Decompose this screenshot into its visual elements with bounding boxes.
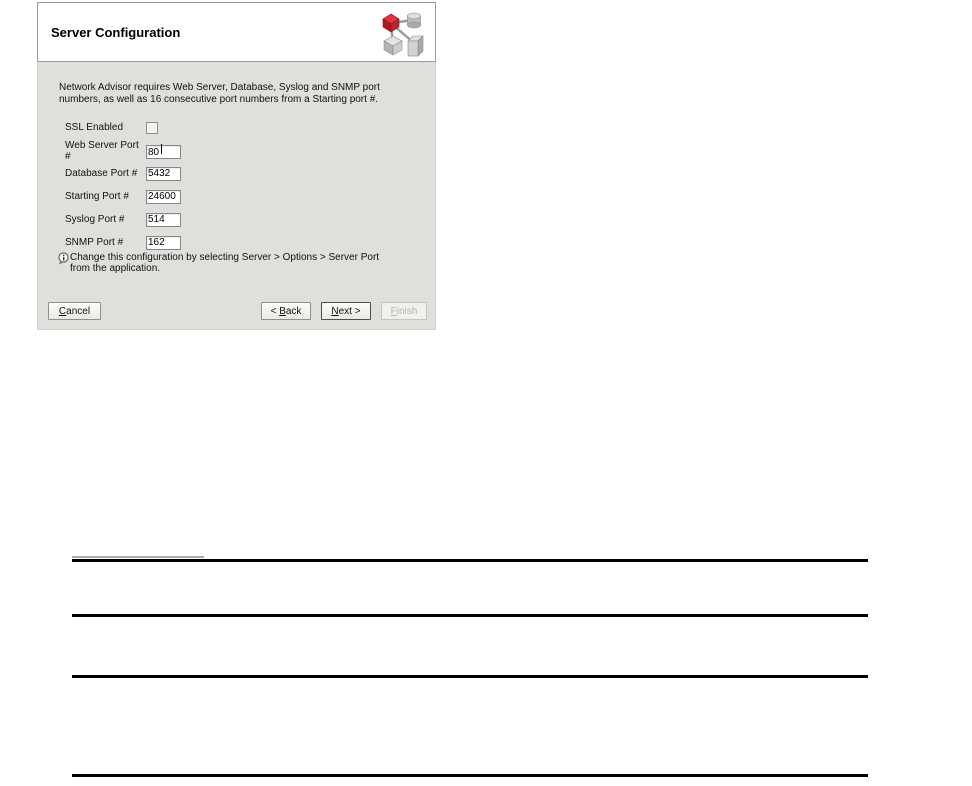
rule-line	[72, 559, 868, 562]
web-server-port-label: Web Server Port #	[65, 139, 139, 162]
page-title: Server Configuration	[51, 25, 181, 40]
server-configuration-dialog	[37, 2, 436, 330]
rule-line	[72, 675, 868, 678]
database-port-row	[65, 162, 181, 185]
info-note	[58, 252, 410, 274]
starting-port-row	[65, 185, 181, 208]
rule-line	[72, 614, 868, 617]
web-server-port-input[interactable]	[146, 145, 181, 159]
snmp-port-row	[65, 231, 181, 254]
snmp-port-input[interactable]	[146, 236, 181, 250]
intro-text: Network Advisor requires Web Server, Database, Syslog and SNMP port numbers, as well as 16 consecutive port numbers from a Starting port #.	[59, 82, 380, 105]
back-button[interactable]: < Back	[261, 302, 311, 320]
network-topology-icon	[380, 10, 426, 58]
ssl-row	[65, 116, 181, 139]
starting-port-label: Starting Port #	[65, 191, 129, 202]
ssl-enabled-label: SSL Enabled	[65, 122, 124, 133]
cancel-button[interactable]: Cancel	[48, 302, 101, 320]
dialog-body	[37, 62, 436, 330]
snmp-port-label: SNMP Port #	[65, 237, 124, 248]
starting-port-input[interactable]	[146, 190, 181, 204]
text-caret	[161, 144, 162, 154]
dialog-header	[37, 2, 436, 62]
gray-rule-segment	[72, 556, 204, 558]
info-note-text: Change this configuration by selecting Server > Options > Server Port from the application.	[70, 252, 380, 274]
finish-button[interactable]: Finish	[381, 302, 427, 320]
web-server-port-wrap	[146, 142, 181, 160]
rule-line	[72, 774, 868, 777]
port-form	[65, 116, 181, 254]
database-port-label: Database Port #	[65, 168, 138, 179]
web-server-port-row	[65, 139, 181, 162]
button-bar	[48, 302, 427, 320]
next-button[interactable]: Next >	[321, 302, 371, 320]
syslog-port-row	[65, 208, 181, 231]
ssl-enabled-checkbox[interactable]	[146, 122, 158, 134]
syslog-port-label: Syslog Port #	[65, 214, 125, 225]
syslog-port-input[interactable]	[146, 213, 181, 227]
database-port-input[interactable]	[146, 167, 181, 181]
info-icon	[58, 252, 69, 265]
